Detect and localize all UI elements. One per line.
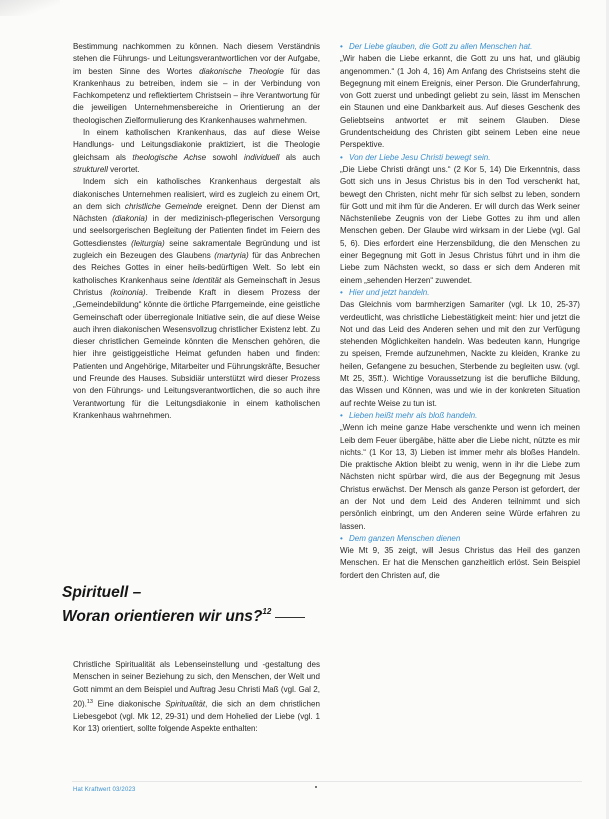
text: in der medizinisch-pflegerischen Versorgung und seelsorgerischen Begleitung der Patienten findet im Feiern des Gottesdienstes xyxy=(73,214,320,248)
right-column xyxy=(340,41,580,582)
bullet-heading xyxy=(340,41,580,53)
bullet-icon: • xyxy=(340,410,343,420)
bullet-item xyxy=(340,533,580,582)
bullet-icon: • xyxy=(340,287,343,297)
section-title-line-2 xyxy=(62,602,322,626)
text: als auch xyxy=(285,152,320,162)
section-title-text: Woran orientieren wir uns? xyxy=(62,608,263,625)
section-title xyxy=(62,583,322,626)
page-tick-mark xyxy=(315,786,317,788)
text: ereignet. Denn der Dienst am Nächsten xyxy=(73,201,320,224)
section-title-line-1: Spirituell – xyxy=(62,584,142,601)
bullet-heading xyxy=(340,410,580,422)
bullet-text: Das Gleichnis vom barmherzigen Samariter (vgl. Lk 10, 25-37) verdeutlicht, was christliche Liebestätigkeit meint: hier und jetzt die Not und das Leid des Anderen sehen und mit den zur Verfügung stehenden Möglichkeiten handeln. Was bedeuten kann, Hungrige zu speisen, Fremde aufzunehmen, Nackte zu kleiden, Kranke zu heilen, Gefangene zu besuchen, Sterbende zu begleiten usw. (vgl. Mt 25, 35ff.). Wichtige Voraussetzung ist die berufliche Bildung, das Wissen und Können, was und wie in der konkreten Situation auf rechte Weise zu tun ist. xyxy=(340,300,580,408)
text: für das Krankenhaus zu betreiben, indem sie – in der Verbindung von Fachkompetenz und reflektiertem Christsein – ihre Verantwortung für die jeweiligen Unternehmensbereiche in Orientierung an der theologischen Zielformulierung des Krankenhauses wahrnehmen. xyxy=(73,66,320,125)
bullet-text: „Die Liebe Christi drängt uns.“ (2 Kor 5, 14) Die Erkenntnis, dass Gott sich uns in Jesus Christus bis in den Tod verschenkt hat, bewegt den Christen, nicht mehr für sich selbst zu leben, sondern für Gott und mit ihm für die Anderen. Er will durch das Werk seiner Nächstenliebe Zeugnis von der Liebe Gottes zu ihm und allen Menschen geben. Der Glaube wird wirksam in der Liebe (vgl. Gal 5, 6). Dies erfordert eine Herzensbildung, die den Menschen zu einer Begegnung mit Gott in Jesus Christus führt und in ihm die Liebe zum Nächsten weckt, so dass er sich dem Anderen mit einem „sehenden Herzen“ zuwendet. xyxy=(340,164,580,285)
bullet-icon: • xyxy=(340,42,343,51)
emphasis: (leiturgia) xyxy=(131,238,165,248)
text: sowohl xyxy=(212,152,238,162)
bullet-icon: • xyxy=(340,533,343,543)
bullet-heading xyxy=(340,152,580,164)
text: . Treibende Kraft in diesem Prozess der „Gemeindebildung“ könnte die örtliche Pfarrgemeinde, eine geistliche Gemeinschaft oder überregionale Initiative sein, die auf diese Weise auch ihren diakonischen Wesensvollzug christlicher Existenz lebt. Zu dieser christlichen Gemeinde könnten die Menschen gehören, die hier ihre geistiggeistliche Heimat gefunden haben und finden: Patienten und Angehörige, Mitarbeiter und Führungskräfte, Besucher und Freunde des Hauses. Subsidiär unterstützt wird dieser Prozess von den Führungs- und Leitungsverantwortlichen, die so auch ihre Verantwortung für die Leitungsdiakonie in einem katholischen Krankenhaus wahrnehmen. xyxy=(73,287,320,420)
text: Indem sich ein katholisches Krankenhaus dergestalt als diakonisches Unternehmen realisiert, wird es zugleich zu einem Ort, an dem sich xyxy=(73,177,320,211)
bullet-text: Wie Mt 9, 35 zeigt, will Jesus Christus das Heil des ganzen Menschen. Er hat die Menschen ganzheitlich erlöst. Sein Beispiel fordert den Christen auf, die xyxy=(340,546,580,580)
bullet-item xyxy=(340,287,580,410)
emphasis: theologische Achse xyxy=(132,152,207,162)
emphasis: Identität xyxy=(192,275,222,285)
text: Eine diakonische xyxy=(97,699,161,709)
paragraph-1 xyxy=(73,41,320,127)
bullet-heading-text: Dem ganzen Menschen dienen xyxy=(349,533,461,543)
footer-label: Hat Kraftwert 03/2023 xyxy=(73,787,136,793)
bullet-heading xyxy=(340,287,580,299)
intro-paragraph xyxy=(73,659,320,735)
text: als Gemeinschaft in Jesus Christus xyxy=(73,275,320,297)
text: Christliche Spiritualität als Lebenseinstellung und -gestaltung des Menschen in seiner Beziehung zu sich, den Menschen, der Welt und Gott nimmt an dem Beispiel und Auftrag Jesu Christi Maß (vgl. Gal 2, 20). xyxy=(73,660,320,709)
emphasis: (koinonia) xyxy=(110,287,146,297)
bullet-heading-text: Von der Liebe Jesu Christi bewegt sein. xyxy=(349,152,491,162)
emphasis: Spiritualität xyxy=(165,699,206,709)
text: für das Anbrechen des Reiches Gottes in einer heils-bedürftigen Welt. So lebt ein katholisches Krankenhaus seine xyxy=(73,251,320,285)
scan-corner-mark xyxy=(0,0,60,16)
bullet-item xyxy=(340,41,580,152)
bullet-item xyxy=(340,152,580,287)
footnote-ref: 13 xyxy=(86,698,93,705)
bullet-text: „Wenn ich meine ganze Habe verschenkte und wenn ich meinen Leib dem Feuer übergäbe, hätte aber die Liebe nicht, nützte es mir nichts.“ (1 Kor 13, 3) Lieben ist immer mehr als bloßes Handeln. Die praktische Aktion bleibt zu wenig, wenn in ihr die Liebe zum Nächsten nicht spürbar wird, die aus der Begegnung mit Jesus Christus erwächst. Der Mensch als ganze Person ist gefordert, der an der Not und dem Leid des Anderen teilnimmt und sich persönlich einbringt, um den Anderen seine Würde erfahren zu lassen. xyxy=(340,423,580,531)
text: In einem katholischen Krankenhaus, das auf diese Weise Handlungs- und Leitungsdiakonie praktiziert, ist die Theologie gleichsam als xyxy=(73,128,320,162)
emphasis: individuell xyxy=(244,152,280,162)
emphasis: christliche Gemeinde xyxy=(124,201,203,211)
text: , die sich an dem christlichen Liebesgebot (vgl. Mk 12, 29-31) und dem Hohelied der Liebe (vgl. 1 Kor 13) orientiert, sollte folgende Aspekte enthalten: xyxy=(73,699,320,734)
bullet-item xyxy=(340,410,580,533)
emphasis: diakonische Theologie xyxy=(199,66,284,76)
footnote-ref: 12 xyxy=(262,607,272,616)
title-rule xyxy=(275,617,305,618)
emphasis: (martyria) xyxy=(214,251,249,261)
emphasis: strukturell xyxy=(73,164,108,174)
text: verortet. xyxy=(110,164,140,174)
paragraph-3 xyxy=(73,176,320,422)
paragraph-2 xyxy=(73,127,320,176)
text: seine sakramentale Begründung und ist zugleich ein Bezeugen des Glaubens xyxy=(73,238,320,261)
bullet-text: „Wir haben die Liebe erkannt, die Gott zu uns hat, und gläubig angenommen.“ (1 Joh 4, 16) Am Anfang des Christseins steht die Begegnung mit einem Ereignis, einer Person. Die Grunderfahrung, von Gott zuerst und unbedingt geliebt zu sein, lässt im Menschen ein Staunen und eine Dankbarkeit aus. Auf dieses Geschenk des Geliebtseins antwortet er mit seinem Glauben. Diese Grundentscheidung des Christen gibt seinem Leben eine neue Perspektive. xyxy=(340,54,580,150)
paragraph-intro xyxy=(73,659,320,735)
bullet-heading-text: Lieben heißt mehr als bloß handeln. xyxy=(349,410,478,420)
bullet-icon: • xyxy=(340,152,343,162)
bottom-rule xyxy=(72,781,582,782)
text: Bestimmung nachkommen zu können. Nach diesem Verständnis stehen die Führungs- und Leitungsverantwortlichen vor der Aufgabe, im besten Sinne des Wortes xyxy=(73,42,320,76)
bullet-heading-text: Der Liebe glauben, die Gott zu allen Menschen hat. xyxy=(349,42,533,51)
left-column xyxy=(73,41,320,422)
bullet-heading xyxy=(340,533,580,545)
emphasis: (diakonia) xyxy=(112,214,148,224)
bullet-heading-text: Hier und jetzt handeln. xyxy=(349,287,430,297)
